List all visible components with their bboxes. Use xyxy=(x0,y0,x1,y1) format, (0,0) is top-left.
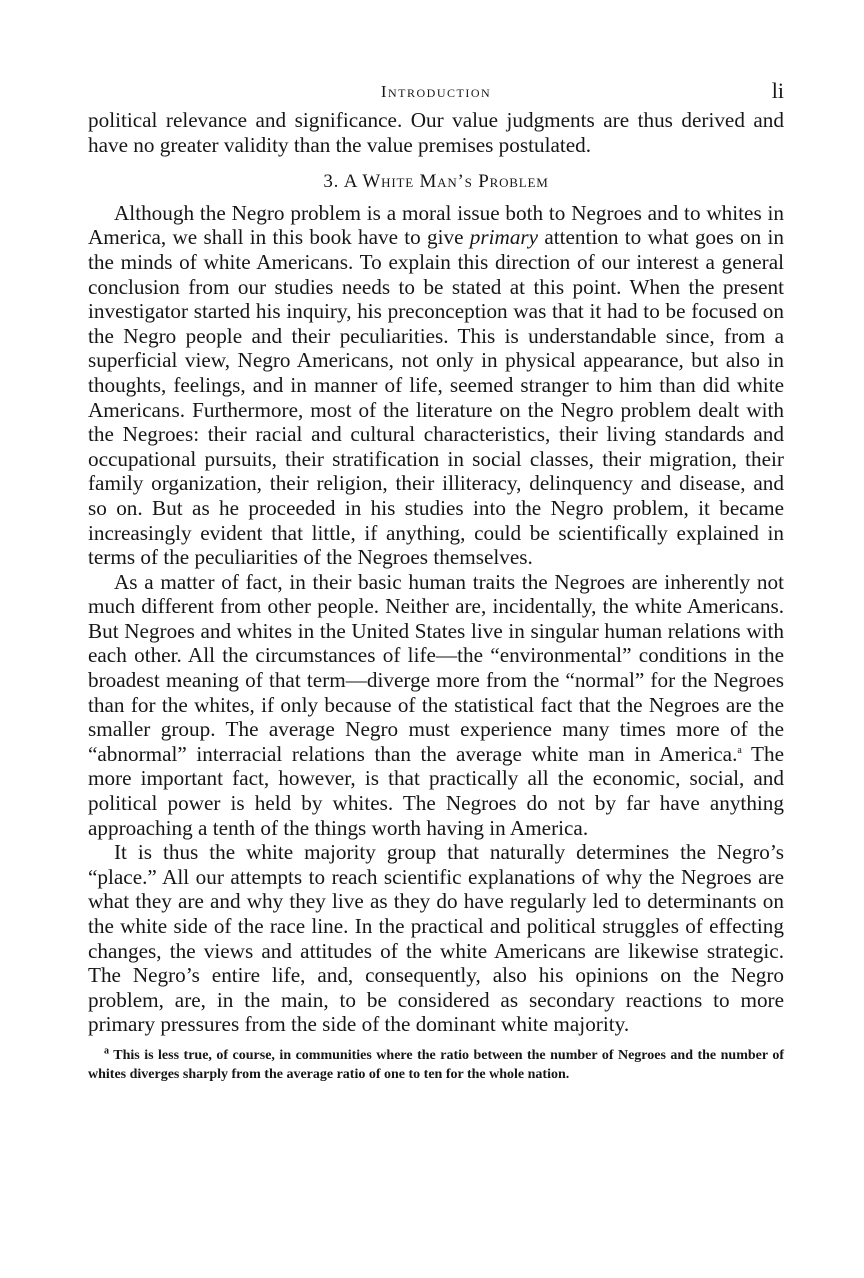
footnote-reference: a xyxy=(737,744,742,756)
footnote-text: This is less true, of course, in communities where the ratio between the number of Negroes and the number of whites diverges sharply from the average ratio of one to ten for the whole nation. xyxy=(88,1047,784,1082)
running-head xyxy=(88,78,784,108)
paragraph xyxy=(88,201,784,570)
paragraph-text: As a matter of fact, in their basic human traits the Negroes are inherently not much different from other people. Neither are, incidentally, the white Americans. But Negroes and whites in the United States live in singular human relations with each other. All the circumstances of life—the “environmental” conditions in the broadest meaning of that term—diverge more from the “normal” for the Negroes than for the whites, if only because of the statistical fact that the Negroes are the smaller group. The average Negro must experience many times more of the “abnormal” interracial relations than the average white man in America. xyxy=(88,569,784,766)
paragraph: It is thus the white majority group that naturally determines the Negro’s “place.” All our attempts to reach scientific explanations of why the Negroes are what they are and why they live as they do have regularly led to determinants on the white side of the race line. In the practical and political struggles of effecting changes, the views and attitudes of the white Americans are likewise strategic. The Negro’s entire life, and, consequently, also his opinions on the Negro problem, are, in the main, to be considered as secondary reactions to more primary pressures from the side of the dominant white majority. xyxy=(88,840,784,1037)
emphasized-word: primary xyxy=(469,225,539,250)
section-heading: 3. A White Man’s Problem xyxy=(323,171,549,193)
paragraph-text: attention to what goes on in the minds of white Americans. To explain this direction of our interest a general conclusion from our studies needs to be stated at this point. When the present investigator started his inquiry, his preconception was that it had to be focused on the Negro people and their peculiarities. This is understandable since, from a superficial view, Negro Americans, not only in physical appearance, but also in thoughts, feelings, and in manner of life, seemed stranger to him than did white Americans. Furthermore, most of the literature on the Negro problem dealt with the Negroes: their racial and cultural characteristics, their living standards and occupational pursuits, their stratification in social classes, their migration, their family organization, their religion, their illiteracy, delinquency and disease, and so on. But as he proceeded in his studies into the Negro problem, it became increasingly evident that little, if anything, could be scientifically explained in terms of the peculiarities of the Negroes themselves. xyxy=(88,225,784,570)
paragraph-text: The more important fact, however, is that practically all the economic, social, and political power is held by whites. The Negroes do not by far have anything approaching a tenth of the things worth having in America. xyxy=(88,741,784,840)
footnote-marker: a xyxy=(104,1045,109,1057)
paragraph-continuation: political relevance and significance. Our value judgments are thus derived and have no greater validity than the value premises postulated. xyxy=(88,108,784,157)
paragraph xyxy=(88,570,784,841)
body-text xyxy=(88,108,784,1037)
running-title: Introduction xyxy=(380,82,492,101)
paragraph-text: Although the Negro problem is a moral issue both to Negroes and to whites in America, we shall in this book have to give xyxy=(88,200,784,250)
book-page xyxy=(88,78,784,1084)
page-number: li xyxy=(771,78,784,103)
footnote xyxy=(88,1046,784,1084)
